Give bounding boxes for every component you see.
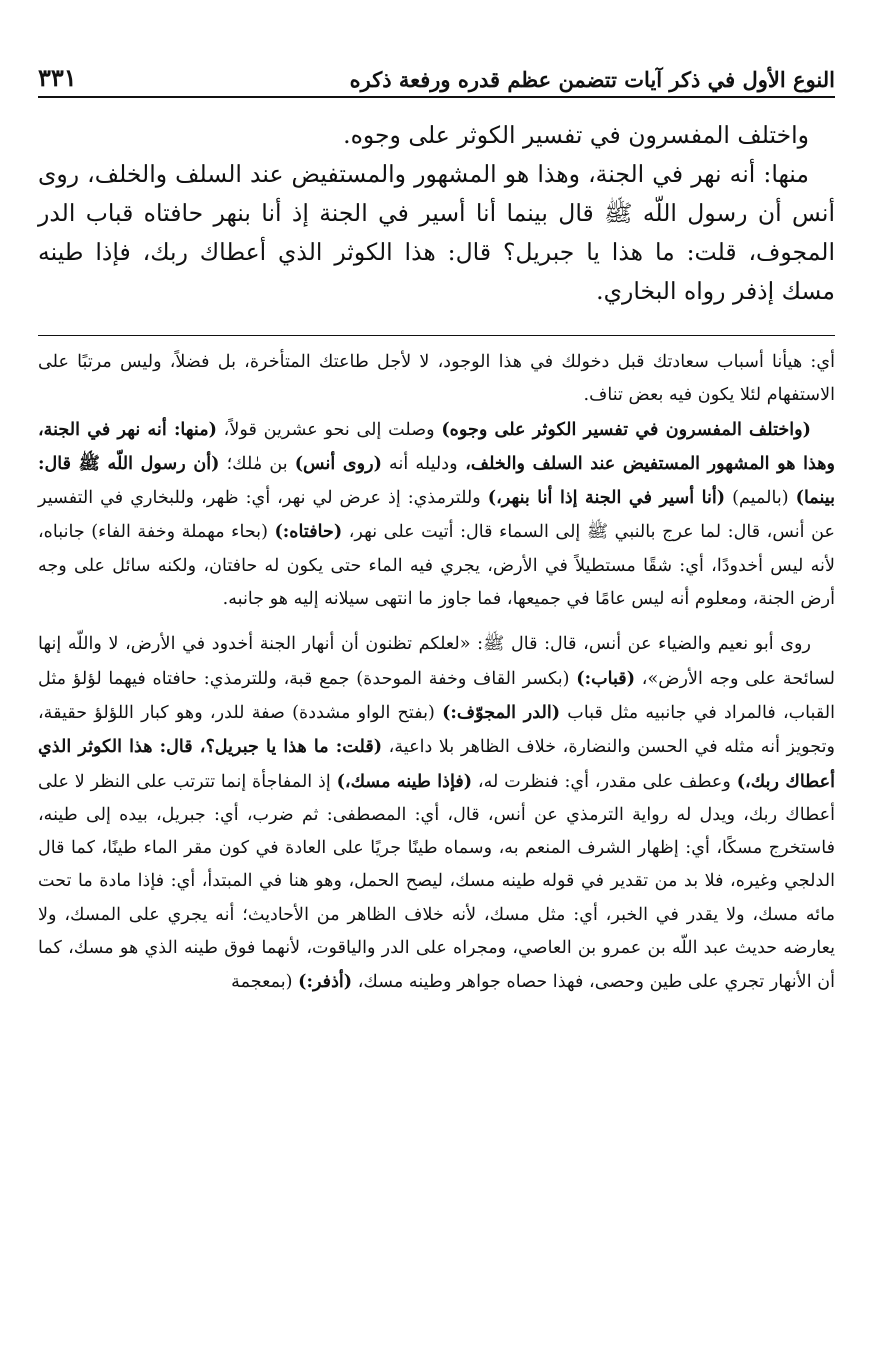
page-number: ٣٣١	[38, 63, 77, 92]
commentary-text: (بكسر القاف وخفة الموحدة) جمع قبة، وللترمذي: حافتاه فيهما لؤلؤ مثل القباب، فالمراد في جانبيه مثل قباب	[38, 668, 836, 723]
commentary	[38, 346, 835, 1000]
commentary-text: (بمعجمة	[231, 972, 299, 993]
quoted-text: (فإذا طينه مسك،)	[336, 770, 473, 792]
quoted-text: (حافتاه:)	[274, 521, 343, 543]
commentary-paragraph: أي: هيأنا أسباب سعادتك قبل دخولك في هذا الوجود، لا لأجل طاعتك المتأخرة، بل فضلاً، وليس مرتبًا على الاستفهام لئلا يكون فيه بعض تناف.	[38, 352, 835, 406]
commentary-text: وللترمذي: إذ عرض لي نهر، أي: ظهر، وللبخاري في التفسير عن أنس، قال: لما عرج بالنبي ﷺ إلى السماء قال: أتيت على نهر،	[38, 488, 835, 543]
chapter-title: النوع الأول في ذكر آيات تتضمن عظم قدره ورفعة ذكره	[349, 67, 835, 92]
commentary-text: (بحاء مهملة وخفة الفاء) جانباه، لأنه ليس أخدودًا، أي: شقًا مستطيلاً في الأرض، يجري فيه الماء حتى يكون له حافتان، ولكنه سائل على وجه أرض الجنة، ومعلوم أنه ليس عامًا في جميعها، فما جاوز ما انتهى سيلانه إليه هو جانبه.	[38, 522, 835, 610]
commentary-paragraph	[38, 628, 835, 999]
quoted-text: (أذفر:)	[298, 971, 353, 993]
quoted-text: (روى أنس)	[294, 452, 382, 474]
main-paragraph: منها: أنه نهر في الجنة، وهذا هو المشهور والمستفيض عند السلف والخلف، روى أنس أن رسول اللّه ﷺ قال بينما أنا أسير في الجنة إذ أنا بنهر حافتاه قباب الدر المجوف، قلت: ما هذا يا جبريل؟ قال: هذا الكوثر الذي أعطاك ربك، فإذا طينه مسك إذفر رواه البخاري.	[38, 160, 835, 305]
quoted-text: (أنا أسير في الجنة إذا أنا بنهر،)	[487, 487, 726, 509]
commentary-paragraph	[38, 413, 835, 617]
main-text	[38, 116, 835, 311]
commentary-text: وصلت إلى نحو عشرين قولاً،	[216, 419, 442, 440]
commentary-text: (بفتح الواو مشددة) صفة للدر، وهو كبار اللؤلؤ حقيقة، وتجويز أنه مثله في الحسن والنضارة، خلاف الظاهر بلا داعية،	[38, 702, 835, 758]
main-paragraph: واختلف المفسرون في تفسير الكوثر على وجوه.	[343, 121, 809, 149]
commentary-text: بن مٰلك؛	[219, 453, 295, 474]
quoted-text: (واختلف المفسرون في تفسير الكوثر على وجوه)	[441, 418, 811, 440]
quoted-text: (قباب:)	[576, 667, 636, 689]
commentary-text: إذ المفاجأة إنما تترتب على النظر لا على أعطاك ربك، ويدل له رواية الترمذي عن أنس، قال، أي: المصطفى: ثم ضرب، أي: جبريل، بيده إلى طينه، فاستخرج مسكًا، أي: إظهار الشرف المنعم به، وسماه طينًا جريًا على العادة في كون مقر الماء طينًا، كما قال الدلجي وغيره، فلا بد من تقدير في قوله طينه مسك، ليصح الحمل، وهو هنا في المبتدأ، أي: فإذا مادة ما تحت مائه مسك، ولا يقدر في الخبر، أي: مثل مسك، لأنه خلاف الظاهر من الأحاديث؛ أنه يجري على المسك، ولا يعارضه حديث عبد اللّه بن عمرو بن العاصي، ومجراه على الدر والياقوت، لأنهما فوق طينه الذي هو مسك، كما أن الأنهار تجري على طين وحصى، فهذا حصاه جواهر وطينه مسك،	[38, 771, 835, 993]
book-page	[38, 52, 835, 1000]
quoted-text: (الدر المجوّف:)	[442, 701, 561, 723]
commentary-text: روى أبو نعيم والضياء عن أنس، قال: قال ﷺ: «لعلكم تظنون أن أنهار الجنة أخدود في الأرض، لا واللّه إنها لسائحة على وجه الأرض»،	[38, 634, 836, 689]
commentary-text: ودليله أنه	[381, 453, 458, 474]
quoted-text: (منها: أنه نهر في الجنة، وهذا هو المشهور المستفيض عند السلف والخلف،	[38, 418, 835, 474]
quoted-text: (أن رسول اللّه ﷺ قال: بينما)	[38, 452, 835, 509]
footnote-separator	[38, 335, 835, 336]
commentary-text: (بالميم)	[725, 488, 796, 509]
running-header	[38, 52, 835, 98]
quoted-text: (قلت: ما هذا يا جبريل؟، قال: هذا الكوثر الذي أعطاك ربك،)	[38, 736, 835, 792]
commentary-text: وعطف على مقدر، أي: فنظرت له،	[472, 771, 737, 792]
